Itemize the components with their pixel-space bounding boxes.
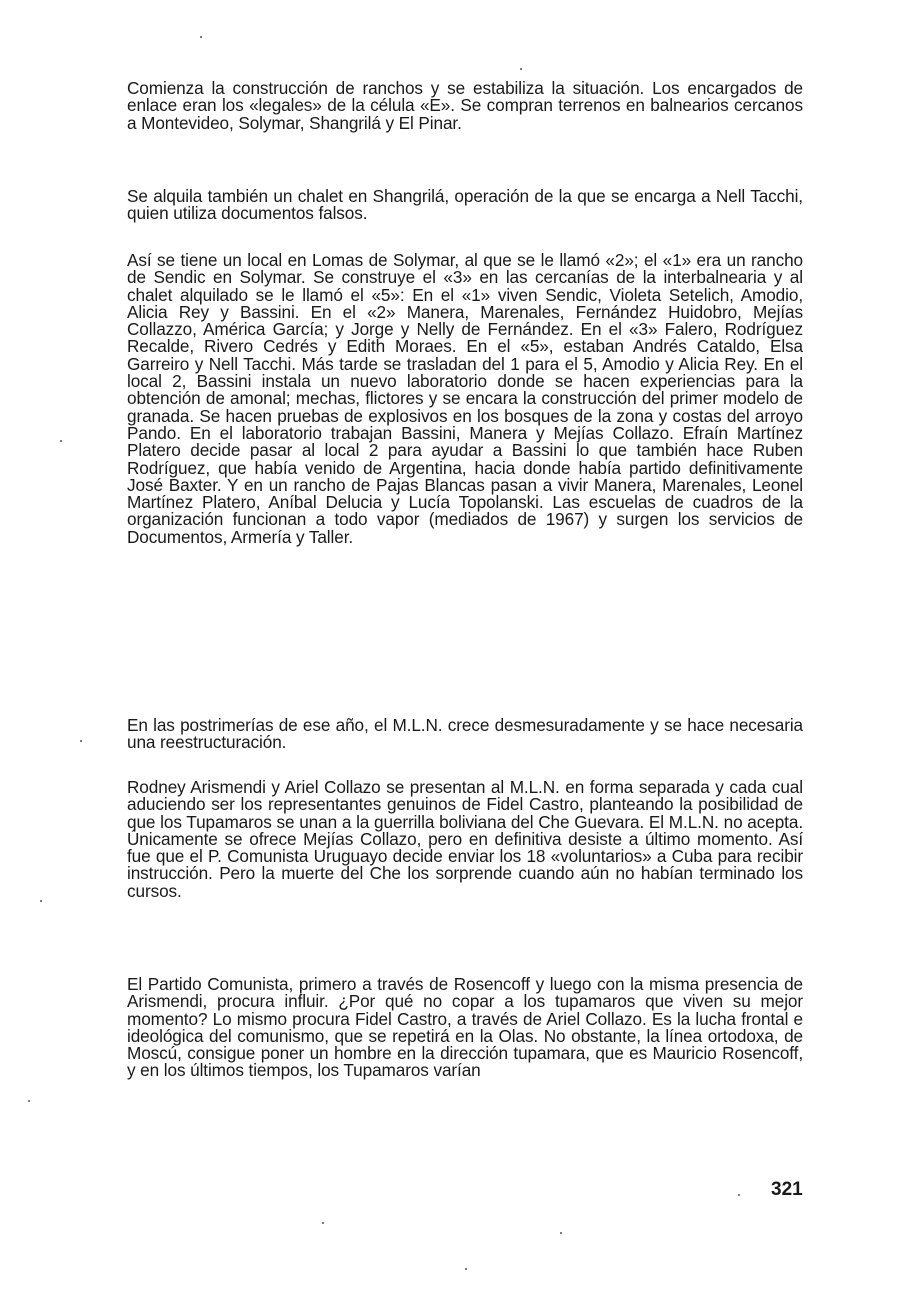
- paragraph-3: Así se tiene un local en Lomas de Solymar, al que se le llamó «2»; el «1» era un rancho de Sendic en Solymar. Se construye el «3» en las cercanías de la interbalnearia y al chalet alquilado se le llamó el «5»: En el «1» viven Sendic, Violeta Setelich, Amodio, Alicia Rey y Bassini. En el «2» Manera, Marenales, Fernández Huidobro, Mejías Collazzo, América García; y Jorge y Nelly de Fernández. En el «3» Falero, Rodríguez Recalde, Rivero Cedrés y Edith Moraes. En el «5», estaban Andrés Cataldo, Elsa Garreiro y Nell Tacchi. Más tarde se trasladan del 1 para el 5, Amodio y Alicia Rey. En el local 2, Bassini instala un nuevo laboratorio donde se hacen experiencias para la obtención de amonal; mechas, flictores y se encara la construcción del primer modelo de granada. Se hacen pruebas de explosivos en los bosques de la zona y costas del arroyo Pando. En el laboratorio trabajan Bassini, Manera y Mejías Collazo. Efraín Martínez Platero decide pasar al local 2 para ayudar a Bassini lo que también hace Ruben Rodríguez, que había venido de Argentina, hacia donde había partido definitivamente José Baxter. Y en un rancho de Pajas Blancas pasan a vivir Manera, Marenales, Leonel Martínez Platero, Aníbal Delucia y Lucía Topolanski. Las escuelas de cuadros de la organización funcionan a todo vapor (mediados de 1967) y surgen los servicios de Documentos, Armería y Taller.: [127, 250, 803, 547]
- paragraph-5: Rodney Arismendi y Ariel Collazo se presentan al M.L.N. en forma separada y cada cual aduciendo ser los representantes genuinos de Fidel Castro, planteando la posibilidad de que los Tupamaros se unan a la guerrilla boliviana del Che Guevara. El M.L.N. no acepta. Únicamente se ofrece Mejías Collazo, pero en definitiva desiste a último momento. Así fue que el P. Comunista Uruguayo decide enviar los 18 «voluntarios» a Cuba para recibir instrucción. Pero la muerte del Che los sorprende cuando aún no habían terminado los cursos.: [127, 777, 803, 901]
- paragraph-4: En las postrimerías de ese año, el M.L.N. crece desmesuradamente y se hace necesaria una reestructuración.: [127, 715, 803, 753]
- paragraph-2: Se alquila también un chalet en Shangrilá, operación de la que se encarga a Nell Tacchi, quien utiliza documentos falsos.: [127, 186, 803, 224]
- scan-speck: [465, 1268, 467, 1270]
- scan-speck: [560, 1232, 562, 1234]
- scan-speck: [200, 36, 202, 38]
- paragraph-1: Comienza la construcción de ranchos y se estabiliza la situación. Los encargados de enlace eran los «legales» de la célula «E». Se compran terrenos en balnearios cercanos a Montevideo, Solymar, Shangrilá y El Pinar.: [127, 78, 803, 133]
- scan-speck: [60, 440, 62, 442]
- paragraph-6: El Partido Comunista, primero a través de Rosencoff y luego con la misma presencia de Arismendi, procura influir. ¿Por qué no copar a los tupamaros que viven su mejor momento? Lo mismo procura Fidel Castro, a través de Ariel Collazo. Es la lucha frontal e ideológica del comunismo, que se repetirá en la Olas. No obstante, la línea ortodoxa, de Moscú, consigue poner un hombre en la dirección tupamara, que es Mauricio Rosencoff, y en los últimos tiempos, los Tupamaros varían: [127, 974, 803, 1081]
- page-number: 321: [771, 1179, 803, 1200]
- scan-speck: [322, 1222, 324, 1224]
- scan-speck: [40, 900, 42, 902]
- scan-speck: [520, 68, 522, 70]
- scan-speck: [80, 740, 82, 742]
- scan-speck: [738, 1194, 740, 1196]
- scan-speck: [28, 1100, 30, 1102]
